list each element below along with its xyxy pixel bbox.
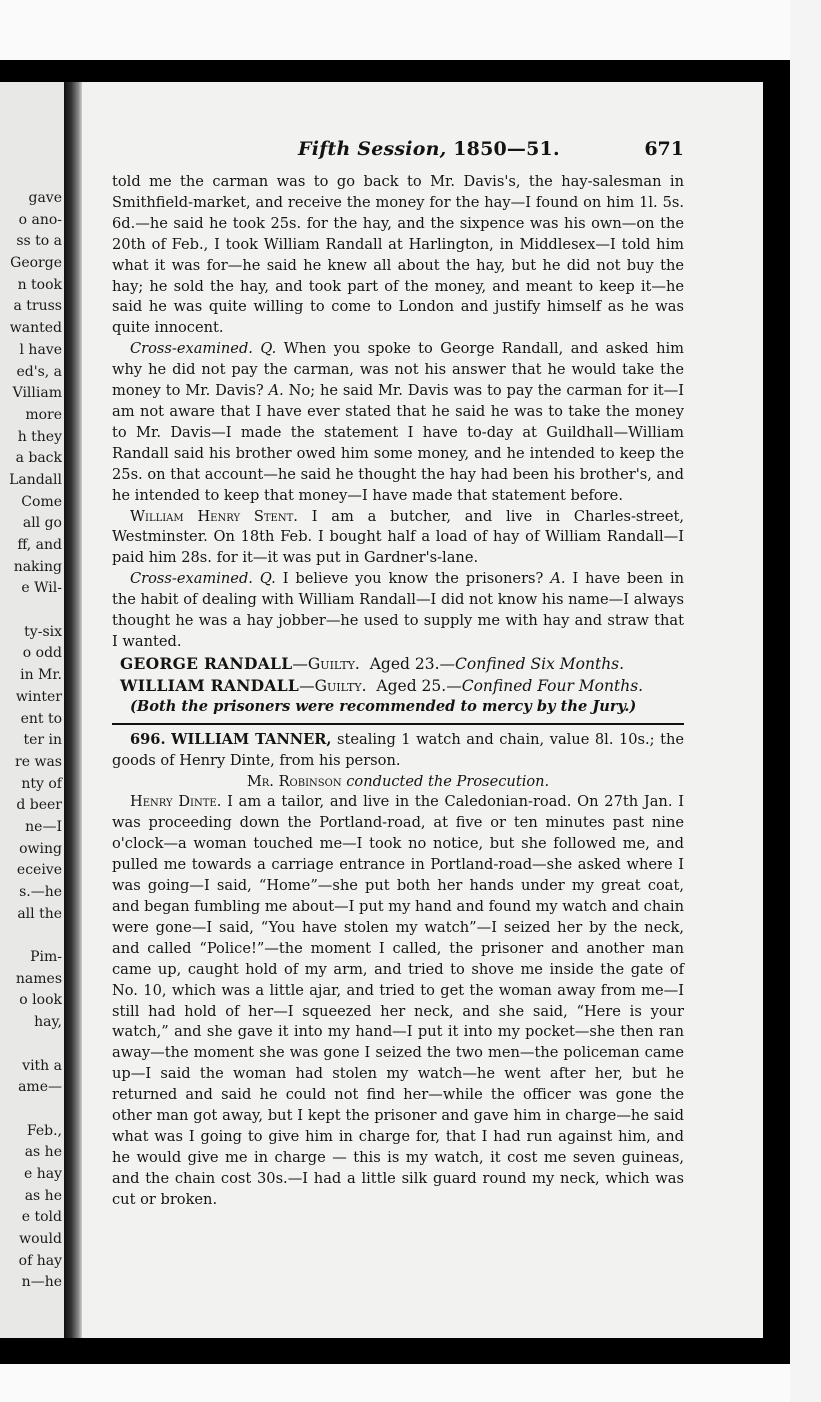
facing-page-line: wanted [9,320,62,337]
facing-page-line: owing [19,840,62,857]
facing-page-line: h they [17,428,62,445]
verdict-line: GEORGE RANDALL—Guilty. Aged 23.—Confined Six Months. [120,653,625,673]
facing-page-line: Feb., [26,1122,62,1139]
facing-page-line [0,925,62,947]
facing-page-line: ed's, a [16,363,62,380]
facing-page-line: all go [22,515,62,532]
facing-page-line: e told [21,1209,62,1226]
facing-page-line: ss to a [16,233,62,250]
facing-page-line: n—he [21,1274,62,1291]
facing-page-line: winter [15,688,62,705]
facing-page-line: Villiam [12,385,62,402]
facing-page-line: e Wil- [21,580,62,597]
session-title: Fifth Session, 1850—51. [298,138,560,160]
facing-page-line: names [15,970,62,987]
facing-page-line: d beer [16,797,62,814]
facing-page-line: as he [24,1144,62,1161]
facing-page-line: o odd [22,645,62,662]
facing-page-line: o look [19,992,62,1009]
facing-page-line: George [10,255,62,272]
facing-page-line: ent to [20,710,62,727]
facing-page-line: ter in [23,732,62,749]
scan-top-margin [0,0,790,60]
witness-name: Henry Dinte. [130,793,222,811]
witness-stent-testimony: William Henry Stent. I am a butcher, and live in Charles-street, Westminster. On 18th Feb. I bought half a load of hay of William Randall—I paid him 28s. for it—it was put in Gardner's-lane. [112,507,684,567]
facing-page-line: eceive [16,862,62,879]
witness-name: William Henry Stent. [130,507,298,525]
facing-page-line: Landall [9,471,62,488]
facing-page-line: a truss [13,298,62,315]
facing-page-line: nty of [21,775,62,792]
facing-page-line [0,1099,62,1121]
facing-page-line: naking [13,558,62,575]
facing-page-line: n took [17,276,62,293]
prosecution-counsel: Mr. Robinson conducted the Prosecution. [246,772,550,790]
facing-page-line: as he [24,1187,62,1204]
facing-page-line: of hay [18,1252,62,1269]
cross-examination-1: Cross-examined. Q. When you spoke to George Randall, and asked him why he did not pay the carman, was not his answer that he would take the money to Mr. Davis? A. No; he said Mr. Davis was to pay the carman for it—I am not aware that I have ever stated that he said he was to take the money to Mr. Davis—I made the statement I have to-day at Guildhall—William Randall said his brother owed him some money, and he intended to keep the 25s. on that account—he said he thought the hay had been his brother's, and he intended to keep that money—I have made that statement before. [112,340,685,504]
facing-page-line [0,600,62,622]
scan-frame-bottom [0,1338,790,1364]
facing-page-line: in Mr. [20,667,62,684]
scan-frame-top [0,60,790,82]
page-number: 671 [644,138,684,160]
scan-bottom-margin [0,1364,790,1402]
cross-examination-2: Cross-examined. Q. I believe you know the prisoners? A. I have been in the habit of dealing with William Randall—I did not know his name—I always thought he was a hay jobber—he used to supply me with hay and straw that I wanted. [112,570,685,650]
running-head [112,134,684,164]
facing-page-fragment [0,82,66,1338]
book-gutter [64,82,82,1338]
facing-page-line: ff, and [17,537,62,553]
facing-page-line: Come [21,493,62,510]
facing-page-line: Pim- [30,949,62,966]
facing-page-line: a back [15,450,62,467]
facing-page-line: hay, [34,1014,62,1031]
facing-page-line: s.—he [19,884,62,900]
facing-page-line: ty-six [24,623,62,640]
scan-frame-right [763,60,790,1364]
facing-page-text [0,188,62,1294]
facing-page-line: all the [17,905,62,922]
scan-right-margin [790,0,821,1402]
page-content [112,134,684,1211]
witness-dinte-testimony: Henry Dinte. I am a tailor, and live in the Caledonian-road. On 27th Jan. I was proceeding down the Portland-road, at five or ten minutes past nine o'clock—a woman touched me—I took no notice, but she followed me, and pulled me towards a carriage entrance in Portland-road—she asked where I was going—I said, “Home”—she put both her hands under my great coat, and began fumbling me about—I put my hand and found my watch and chain were gone—I said, “You have stolen my watch”—I seized her by the neck, and called “Police!”—the moment I called, the prisoner and another man came up, caught hold of my arm, and tried to shove me inside the gate of No. 10, which was a little ajar, and tried to get the woman away from me—I still had hold of her—I squeezed her neck, and she said, “Here is your watch,” and she gave it into my hand—I put it into my pocket—she then ran away—the moment she was gone I seized the two men—the policeman came up—I said the woman had stolen my watch—he went after her, but he returned and said he could not find her—while the officer was gone the other man got away, but I kept the prisoner and gave him in charge—he said what was I going to give him in charge for, that I had run against him, and he would give me in charge — this is my watch, it cost me seven guineas, and the chain cost 30s.—I had a little silk guard round my neck, which was cut or broken. [112,793,684,1208]
verdict-line: WILLIAM RANDALL—Guilty. Aged 25.—Confined Four Months. [120,675,644,695]
facing-page-line: gave [28,190,62,206]
jury-recommendation: (Both the prisoners were recommended to mercy by the Jury.) [130,697,637,715]
facing-page-line: l have [19,341,62,358]
facing-page-line: ne—I [25,818,62,835]
facing-page-line: ame— [18,1079,62,1096]
facing-page-line: o ano- [18,211,62,228]
case-heading: 696. WILLIAM TANNER, stealing 1 watch and chain, value 8l. 10s.; the goods of Henry Dinte, from his person. [112,730,685,769]
facing-page-line: e hay [23,1165,62,1182]
facing-page-line [0,1034,62,1056]
body-text [112,172,684,653]
facing-page-line: more [25,406,62,423]
case-696 [112,730,684,1211]
facing-page-line: re was [15,753,62,770]
facing-page-line: would [19,1231,62,1247]
testimony-continuation: told me the carman was to go back to Mr. Davis's, the hay-salesman in Smithfield-market, and receive the money for the hay—I found on him 1l. 5s. 6d.—he said he took 25s. for the hay, and the sixpence was his own—on the 20th of Feb., I took William Randall at Harlington, in Middlesex—I told him what it was for—he said he knew all about the hay, but he did not buy the hay; he sold the hay, and took part of the money, and meant to keep it—he said he was quite willing to come to London and justify himself as he was quite innocent. [112,173,684,337]
case-divider [112,723,684,725]
facing-page-line: vith a [22,1057,62,1074]
